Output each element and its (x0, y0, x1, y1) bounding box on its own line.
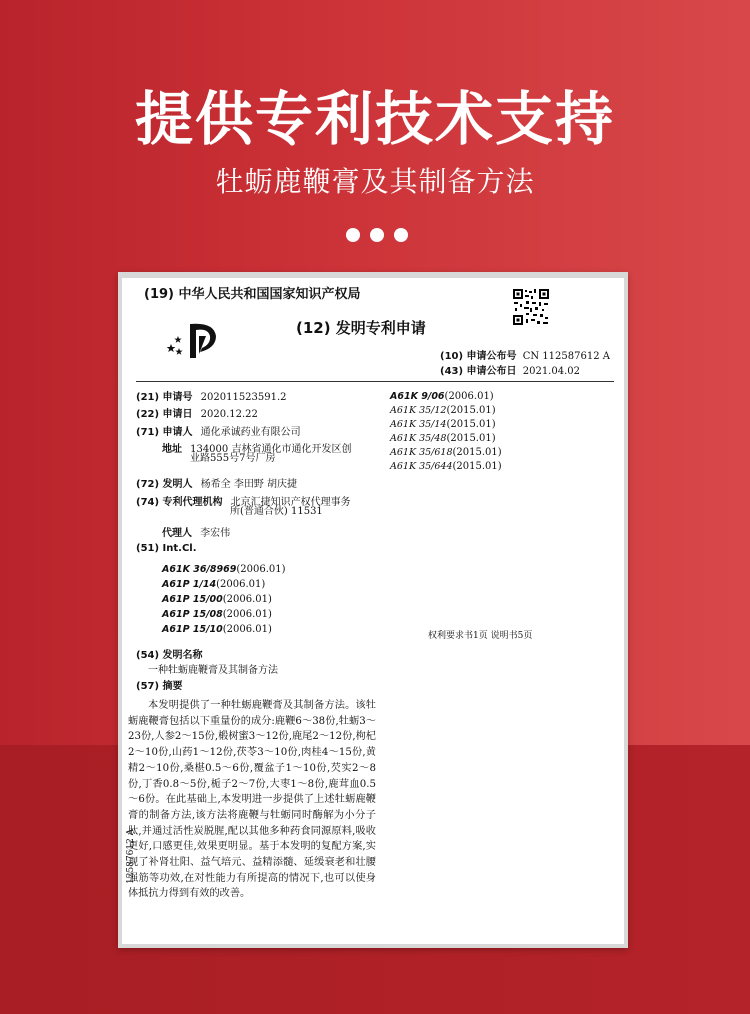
document-type: (12) 发明专利申请 (296, 319, 426, 337)
ipc-code: A61P 1/14 (162, 579, 217, 590)
qr-code-icon (512, 288, 550, 326)
application-date: 2020.12.22 (200, 409, 258, 420)
publication-number-row (440, 352, 610, 362)
ipc-version: (2006.01) (222, 624, 272, 635)
address-label: 地址 (162, 444, 182, 455)
ipc-version: (2006.01) (216, 579, 266, 590)
ipc-code: A61K 35/12 (390, 405, 447, 416)
int-cl-label: (51) Int.Cl. (136, 543, 197, 554)
pagination-dots (346, 228, 416, 244)
ipc-code: A61K 9/06 (390, 391, 445, 402)
dot-icon (394, 228, 408, 242)
application-date-label: (22) 申请日 (136, 409, 193, 420)
header-divider (136, 381, 614, 382)
invention-title: 一种牡蛎鹿鞭膏及其制备方法 (148, 665, 278, 676)
ipc-version: (2006.01) (444, 391, 494, 402)
ipc-code: A61K 35/618 (390, 447, 453, 458)
ipc-left-1 (162, 559, 286, 575)
agent-label: 代理人 (162, 528, 192, 539)
inventors-label: (72) 发明人 (136, 479, 193, 490)
address-line-2: 业路555号7号厂房 (190, 453, 276, 464)
ipc-code: A61P 15/10 (162, 624, 223, 635)
ipc-code: A61K 35/48 (390, 433, 447, 444)
dot-icon (370, 228, 384, 242)
ipc-version: (2006.01) (222, 594, 272, 605)
page-subtitle: 牡蛎鹿鞭膏及其制备方法 (215, 165, 535, 198)
inventors-row (136, 474, 297, 490)
patent-office-logo-icon (166, 318, 222, 360)
ipc-version: (2015.01) (452, 447, 502, 458)
ipc-left-3 (162, 589, 272, 605)
side-document-code: 12587612 A (126, 828, 136, 884)
ipc-left-2 (162, 574, 265, 590)
publication-date: 2021.04.02 (522, 366, 580, 377)
patent-document (122, 278, 624, 944)
application-number: 202011523591.2 (200, 392, 287, 403)
agency-label: (74) 专利代理机构 (136, 497, 223, 508)
agency-line-1: 北京汇捷知识产权代理事务 (230, 497, 351, 508)
applicant-row (136, 422, 301, 438)
page-headline: 提供专利技术支持 (134, 85, 615, 153)
ipc-code: A61P 15/00 (162, 594, 223, 605)
ipc-code: A61P 15/08 (162, 609, 223, 620)
abstract-label: (57) 摘要 (136, 681, 183, 692)
publication-number-label: (10) 申请公布号 (440, 351, 517, 362)
abstract-text (128, 698, 376, 902)
ipc-right-6 (390, 456, 502, 472)
publication-date-label: (43) 申请公布日 (440, 366, 517, 377)
application-number-label: (21) 申请号 (136, 392, 193, 403)
ipc-version: (2006.01) (222, 609, 272, 620)
application-number-row (136, 387, 287, 403)
abstract-body: 本发明提供了一种牡蛎鹿鞭膏及其制备方法。该牡蛎鹿鞭膏包括以下重量份的成分:鹿鞭6～38份,牡蛎3～23份,人参2～15份,椴树蜜3～12份,鹿尾2～12份,枸杞2～10份,山药1～12份,茯苓3～10份,肉桂4～15份,黄精2～10份,桑椹0.5～6份,覆盆子1～10份,芡实2～8份,丁香0.8～5份,栀子2～7份,大枣1～8份,鹿茸血0.5～6份。在此基础上,本发明进一步提供了上述牡蛎鹿鞭膏的制备方法,该方法将鹿鞭与牡蛎同时酶解为小分子肽,并通过活性炭脱腥,配以其他多种药食同源原料,吸收更好,口感更佳,效果更明显。基于本发明的复配方案,实现了补肾壮阳、益气培元、益精添髓、延缓衰老和壮腰强筋等功效,在对性能力有所提高的情况下,也可以使身体抵抗力得到有效的改善。 (128, 700, 376, 900)
agency-line-2: 所(普通合伙) 11531 (230, 506, 323, 517)
publication-number: CN 112587612 A (522, 351, 610, 362)
ipc-version: (2015.01) (446, 419, 496, 430)
ipc-version: (2015.01) (446, 405, 496, 416)
ipc-code: A61K 35/14 (390, 419, 447, 430)
address-line-1: 134000 吉林省通化市通化开发区创 (190, 444, 352, 455)
ipc-version: (2015.01) (446, 433, 496, 444)
issuing-authority: (19) 中华人民共和国国家知识产权局 (144, 287, 361, 302)
invention-title-label: (54) 发明名称 (136, 650, 203, 661)
ipc-version: (2006.01) (236, 564, 286, 575)
page-count: 权利要求书1页 说明书5页 (428, 631, 533, 641)
agent: 李宏伟 (200, 528, 231, 539)
application-date-row (136, 404, 258, 420)
ipc-version: (2015.01) (452, 461, 502, 472)
applicant-label: (71) 申请人 (136, 427, 193, 438)
inventors: 杨希全 李田野 胡庆捷 (200, 479, 297, 490)
dot-icon (346, 228, 360, 242)
ipc-left-4 (162, 604, 272, 620)
applicant: 通化承诚药业有限公司 (200, 427, 301, 438)
ipc-left-5 (162, 619, 272, 635)
ipc-code: A61K 36/8969 (162, 564, 237, 575)
publication-date-row (440, 367, 580, 377)
agent-row (162, 523, 230, 539)
ipc-code: A61K 35/644 (390, 461, 453, 472)
